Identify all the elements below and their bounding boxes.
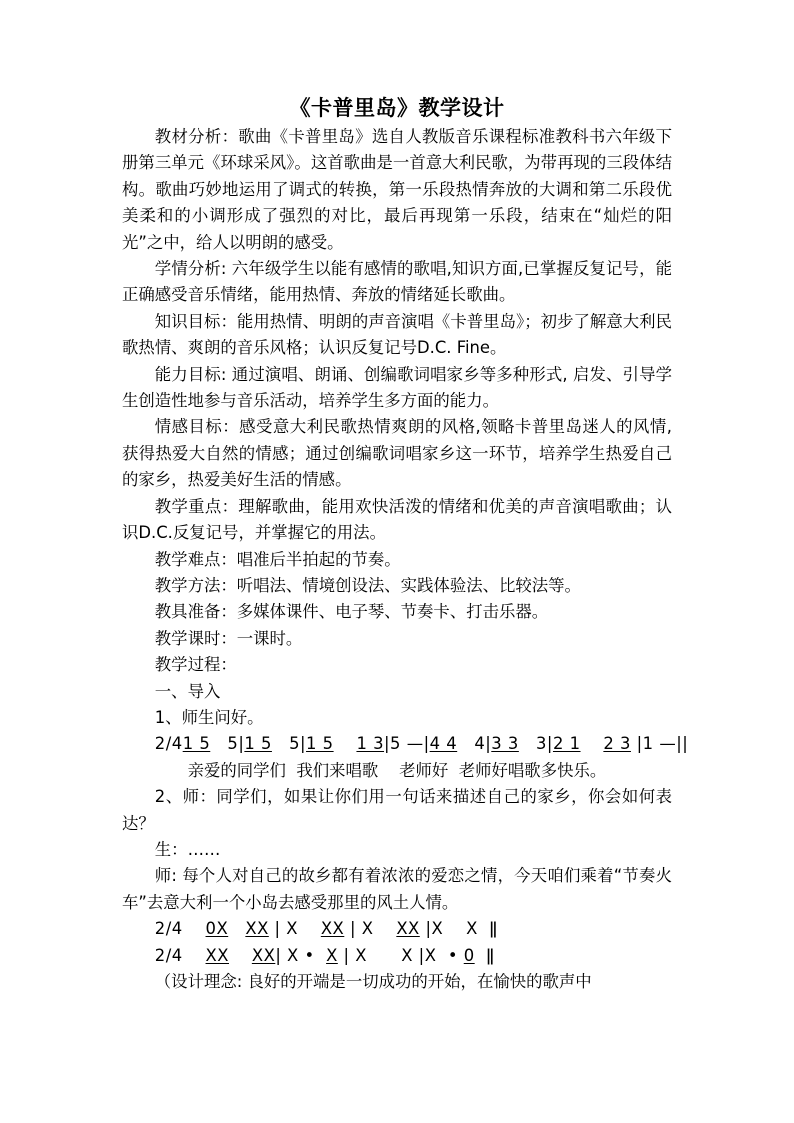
paragraph-emotion-goal: 情感目标：感受意大利民歌热情爽朗的风格,领略卡普里岛迷人的风情,获得热爱大自然的情感；通过创编歌词唱家乡这一环节，培养学生热爱自己的家乡，热爱美好生活的情感。 xyxy=(122,417,672,490)
paragraph-material-analysis: 教材分析：歌曲《卡普里岛》选自人教版音乐课程标准教科书六年级下册第三单元《环球采风》。这首歌曲是一首意大利民歌，为带再现的三段体结构。歌曲巧妙地运用了调式的转换，第一乐段热情奔放的大调和第二乐段优美柔和的小调形成了强烈的对比，最后再现第一乐段，结束在“灿烂的阳光”之中，给人以明朗的感受。 xyxy=(122,127,672,252)
paragraph-ability-goal: 能力目标: 通过演唱、朗诵、创编歌词唱家乡等多种形式, 启发、引导学生创造性地参与音乐活动，培养学生多方面的能力。 xyxy=(122,364,672,411)
notation-group: 1 3 xyxy=(356,734,385,754)
notation-group: 1 5 xyxy=(182,734,211,754)
notation-group: 1 5 xyxy=(244,734,272,754)
rhythm-meter: 2/4 xyxy=(154,945,183,965)
step-2-teacher-question: 2、师：同学们，如果让你们用一句话来描述自己的家乡，你会如何表达？ xyxy=(122,787,672,833)
design-rationale: （设计理念: 良好的开端是一切成功的开始，在愉快的歌声中 xyxy=(154,972,592,991)
document-body xyxy=(122,124,689,995)
rhythm-sep: | X xyxy=(344,919,397,939)
notation-meter: 2/4 xyxy=(154,734,183,754)
paragraph-teaching-difficulty: 教学难点：唱准后半拍起的节奏。 xyxy=(154,549,401,569)
notation-sep xyxy=(581,734,604,753)
paragraph-teaching-process: 教学过程： xyxy=(154,655,237,675)
notation-sep: 5| xyxy=(210,734,245,754)
rhythm-sep: | X xyxy=(268,919,321,939)
rhythm-line-2 xyxy=(122,943,672,969)
rhythm-group: 0 xyxy=(463,945,475,965)
greeting-lyrics-line: 亲爱的同学们 我们来唱歌 老师好 老师好唱歌多快乐。 xyxy=(187,760,607,780)
teacher-remark: 师: 每个人对自己的故乡都有着浓浓的爱恋之情，今天咱们乘着“节奏火车”去意大利一个小岛去感受那里的风土人情。 xyxy=(122,866,672,912)
paragraph-knowledge-goal: 知识目标：能用热情、明朗的声音演唱《卡普里岛》；初步了解意大利民歌热情、爽朗的音乐风格；认识反复记号D.C. Fine。 xyxy=(122,311,672,358)
paragraph-student-analysis: 学情分析: 六年级学生以能有感情的歌唱,知识方面,已掌握反复记号，能正确感受音乐情绪，能用热情、奔放的情绪延长歌曲。 xyxy=(122,259,672,305)
rhythm-group: X xyxy=(326,945,338,965)
notation-sep: 5| xyxy=(271,734,307,754)
rhythm-group: XX xyxy=(245,919,269,939)
rhythm-group: XX xyxy=(396,919,420,939)
notation-group: 4 4 xyxy=(429,734,458,754)
rhythm-group: XX xyxy=(251,945,276,965)
rhythm-meter: 2/4 xyxy=(154,919,183,939)
paragraph-teaching-key: 教学重点：理解歌曲，能用欢快活泼的情绪和优美的声音演唱歌曲；认识D.C.反复记号，并掌握它的用法。 xyxy=(122,496,672,543)
notation-sep: |1 —|| xyxy=(630,734,689,754)
rhythm-sep: | X • xyxy=(275,945,327,965)
step-1-greeting: 1、师生问好。 xyxy=(154,707,264,727)
section-heading-intro: 一、导入 xyxy=(154,681,221,701)
paragraph-teaching-tools: 教具准备：多媒体课件、电子琴、节奏卡、打击乐器。 xyxy=(154,602,549,622)
document-title: 《卡普里岛》教学设计 xyxy=(289,96,505,120)
rhythm-sep xyxy=(229,946,252,965)
notation-sep: 3| xyxy=(518,734,553,754)
student-reply: 生：…… xyxy=(154,839,221,859)
rhythm-sep: ǁ xyxy=(474,945,495,965)
notation-sep: 4| xyxy=(457,734,492,754)
rhythm-group: XX xyxy=(205,945,229,965)
paragraph-teaching-methods: 教学方法：听唱法、情境创设法、实践体验法、比较法等。 xyxy=(154,575,581,595)
rhythm-sep xyxy=(228,919,245,938)
paragraph-teaching-hours: 教学课时：一课时。 xyxy=(154,628,303,648)
rhythm-line-1 xyxy=(122,916,672,942)
rhythm-group: 0X xyxy=(205,919,229,939)
notation-sep xyxy=(334,734,357,753)
greeting-notation-line xyxy=(122,731,689,757)
notation-sep: |5 —| xyxy=(384,734,430,754)
notation-group: 2 1 xyxy=(552,734,581,754)
rhythm-sep: | X X |X • xyxy=(337,945,464,965)
notation-group: 3 3 xyxy=(491,734,519,754)
rhythm-sep: |X X ǁ xyxy=(419,919,498,939)
notation-group: 2 3 xyxy=(603,734,631,754)
notation-group: 1 5 xyxy=(306,734,334,754)
rhythm-group: XX xyxy=(320,919,345,939)
